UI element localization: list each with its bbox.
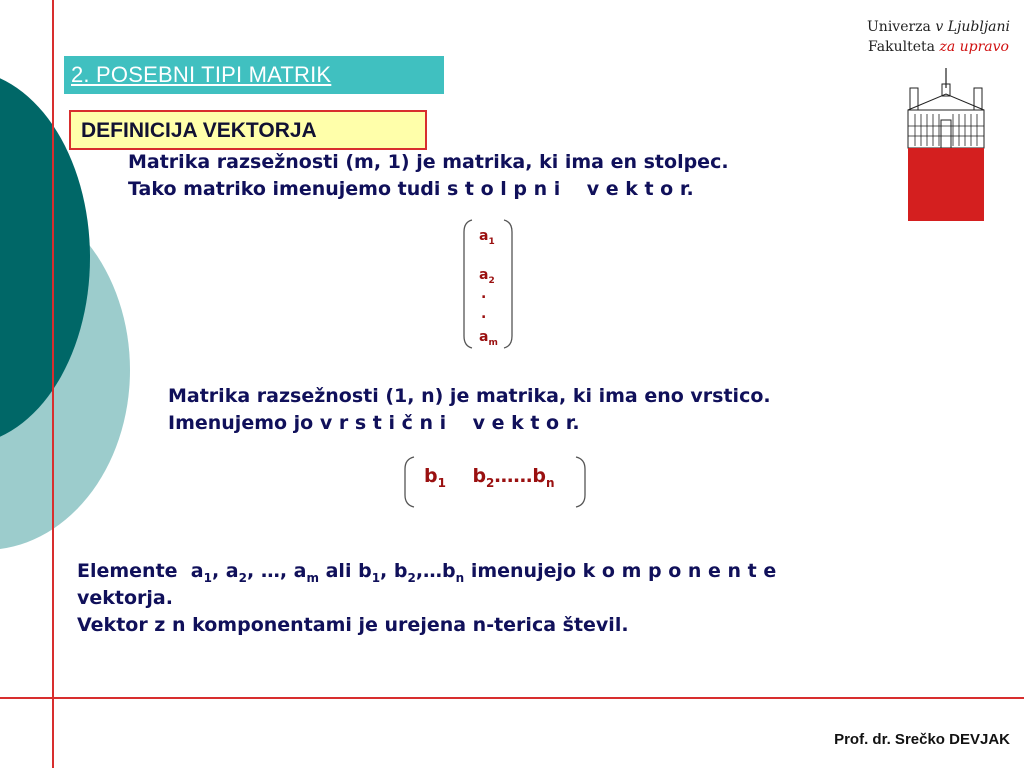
red-horizontal-rule <box>0 697 1024 699</box>
university-header <box>867 17 1010 57</box>
column-definition-line-2: Tako matriko imenujemo tudi s t o l p n i v e k t o r. <box>128 178 694 200</box>
university-city: v Ljubljani <box>935 19 1010 35</box>
row-definition-line-2: Imenujemo jo v r s t i č n i v e k t o r. <box>168 412 580 434</box>
elements-sentence-line-2: vektorja. <box>77 587 173 609</box>
vector-definition-line: Vektor z n komponentami je urejena n-terica števil. <box>77 614 629 636</box>
row-definition-line-1: Matrika razsežnosti (1, n) je matrika, ki ima eno vrstico. <box>168 385 771 407</box>
vector-component-a2: $a_2$ <box>479 267 495 286</box>
subtitle-box <box>69 110 427 150</box>
vector-dot-1: . <box>481 286 487 302</box>
subtitle: DEFINICIJA VEKTORJA <box>81 119 317 142</box>
row-vector-components: $b_1$ $b_2\dots\dots b_n$ <box>424 465 555 490</box>
vector-component-a1: $a_1$ <box>479 228 495 247</box>
slide-title-box <box>64 56 444 94</box>
faculty-building-logo <box>905 68 987 222</box>
author-footer: Prof. dr. Srečko DEVJAK <box>834 731 1010 748</box>
faculty-name: Fakulteta <box>868 39 935 55</box>
elements-sentence-line-1: Elemente $a_1$, $a_2$, …, $a_m$ ali $b_1$, $b_2,\dots b_n$ imenujejo k o m p o n e n t e <box>77 560 777 585</box>
red-vertical-rule <box>52 0 54 768</box>
slide-title: 2. POSEBNI TIPI MATRIK <box>71 62 332 87</box>
column-definition-line-1: Matrika razsežnosti (m, 1) je matrika, ki ima en stolpec. <box>128 151 729 173</box>
faculty-name-accent: za upravo <box>939 39 1009 55</box>
vector-component-am: $a_m$ <box>479 329 498 348</box>
vector-dot-2: . <box>481 306 487 322</box>
university-name: Univerza <box>867 19 931 35</box>
